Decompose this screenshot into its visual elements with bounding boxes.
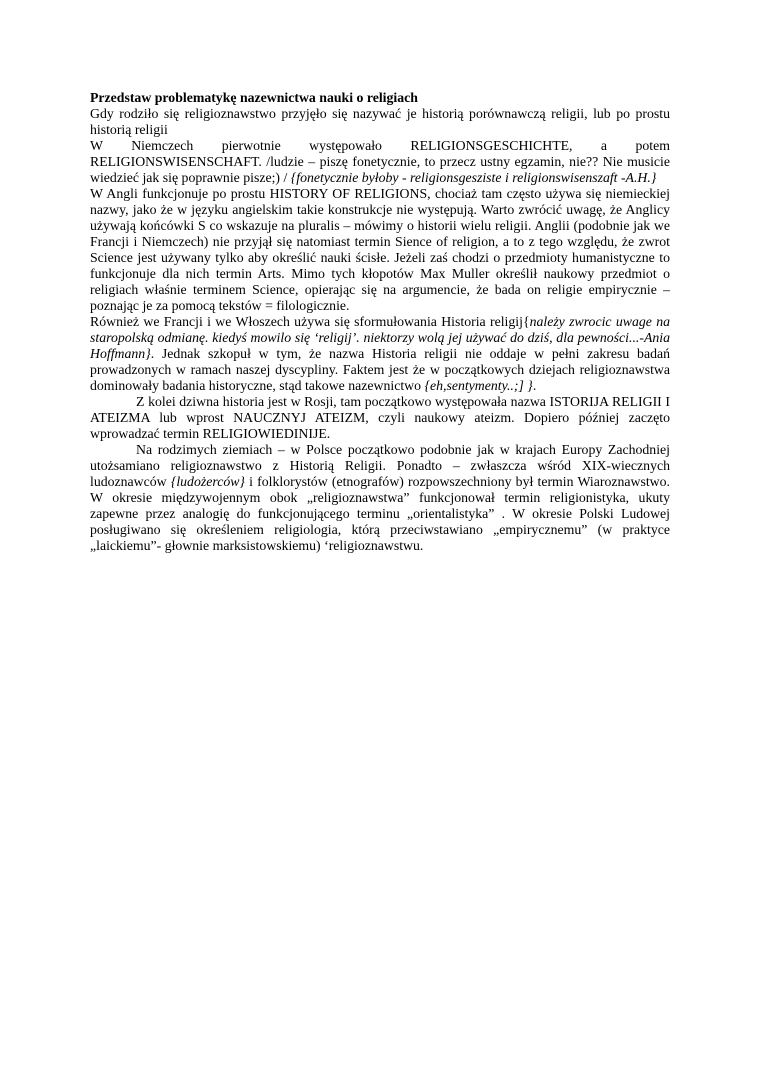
paragraph-germany-text: W Niemczech pierwotnie występowało RELIGIONSGESCHICHTE, a potem RELIGIONSWISENSCHAFT. /ludzie – piszę fonetycznie, to przecz ustny egzamin, nie?? Nie musicie wiedzieć jak się poprawnie pisze;) / bbox=[90, 138, 670, 185]
paragraph-germany-note: {fonetycznie byłoby - religionsgesziste i religionswisenszaft -A.H.} bbox=[290, 170, 657, 185]
paragraph-france-note2: {eh,sentymenty..;] } bbox=[424, 378, 533, 393]
paragraph-intro: Gdy rodziło się religioznawstwo przyjęło się nazywać je historią porównawczą religii, lub po prostu historią religii bbox=[90, 106, 670, 137]
paragraph-poland-note: {ludożerców} bbox=[170, 474, 245, 489]
document-title: Przedstaw problematykę nazewnictwa nauki o religiach bbox=[90, 90, 418, 105]
paragraph-france-end: . bbox=[532, 378, 537, 393]
paragraph-france-note: należy zwrocic uwage na staropolską odmianę. kiedyś mowilo się ‘religij’. niektorzy wolą jej używać do dziś, dla pewności...-Ania Hoffmann} bbox=[90, 314, 670, 361]
paragraph-england: W Angli funkcjonuje po prostu HISTORY OF RELIGIONS, chociaż tam często używa się niemieckiej nazwy, jako że w języku angielskim takie konstrukcje nie występują. Warto zwrócić uwagę, że Anglicy używają końcówki S co wskazuje na pluralis – mówimy o historii wielu religii. Anglii (podobnie jak we Francji i Niemczech) nie przyjął się natomiast termin Sience of religion, a to z tego względu, że zwrot Science jest używany tylko aby określić nauki ścisłe. Jeżeli zaś chodzi o przedmioty humanistyczne to funkcjonuje dla nich termin Arts. Mimo tych kłopotów Max Muller określił naukowy przedmiot o religiach właśnie terminem Science, opierając się na argumencie, że bada on religie empirycznie –poznając je za pomocą tekstów = filologicznie. bbox=[90, 186, 670, 313]
document-page bbox=[90, 90, 670, 554]
paragraph-russia: Z kolei dziwna historia jest w Rosji, tam początkowo występowała nazwa ISTORIJA RELIGII I ATEIZMA lub wprost NAUCZNYJ ATEIZM, czyli naukowy ateizm. Dopiero później zaczęto wprowadzać termin RELIGIOWIEDINIJE. bbox=[90, 394, 670, 441]
paragraph-germany bbox=[90, 138, 670, 186]
paragraph-france-text-b: . Jednak szkopuł w tym, że nazwa Historia religii nie oddaje w pełni zakresu badań prowadzonych w ramach naszej dyscypliny. Faktem jest że w początkowych dziejach religioznawstwa dominowały badania historyczne, stąd takowe nazewnictwo bbox=[90, 346, 670, 393]
paragraph-france-italy bbox=[90, 314, 670, 394]
paragraph-poland-text-a: Na rodzimych ziemiach – w Polsce początkowo podobnie jak w krajach Europy Zachodniej utożsamiano religioznawstwo z Historią Religii. Ponadto – zwłaszcza wśród XIX-wiecznych ludoznawców bbox=[90, 442, 670, 489]
paragraph-poland-text-b: i folklorystów (etnografów) rozpowszechniony był termin Wiaroznawstwo. W okresie międzywojennym obok „religioznawstwa” funkcjonował termin religionistyka, ukuty zapewne przez analogię do funkcjonującego terminu „orientalistyka” . W okresie Polski Ludowej posługiwano się określeniem religiologia, którą przeciwstawiano „empirycznemu” (w praktyce „laickiemu”- głownie marksistowskiemu) ‘religioznawstwu. bbox=[90, 474, 670, 553]
paragraph-poland bbox=[90, 442, 670, 554]
paragraph-france-text-a: Również we Francji i we Włoszech używa się sformułowania Historia religij{ bbox=[90, 314, 530, 329]
